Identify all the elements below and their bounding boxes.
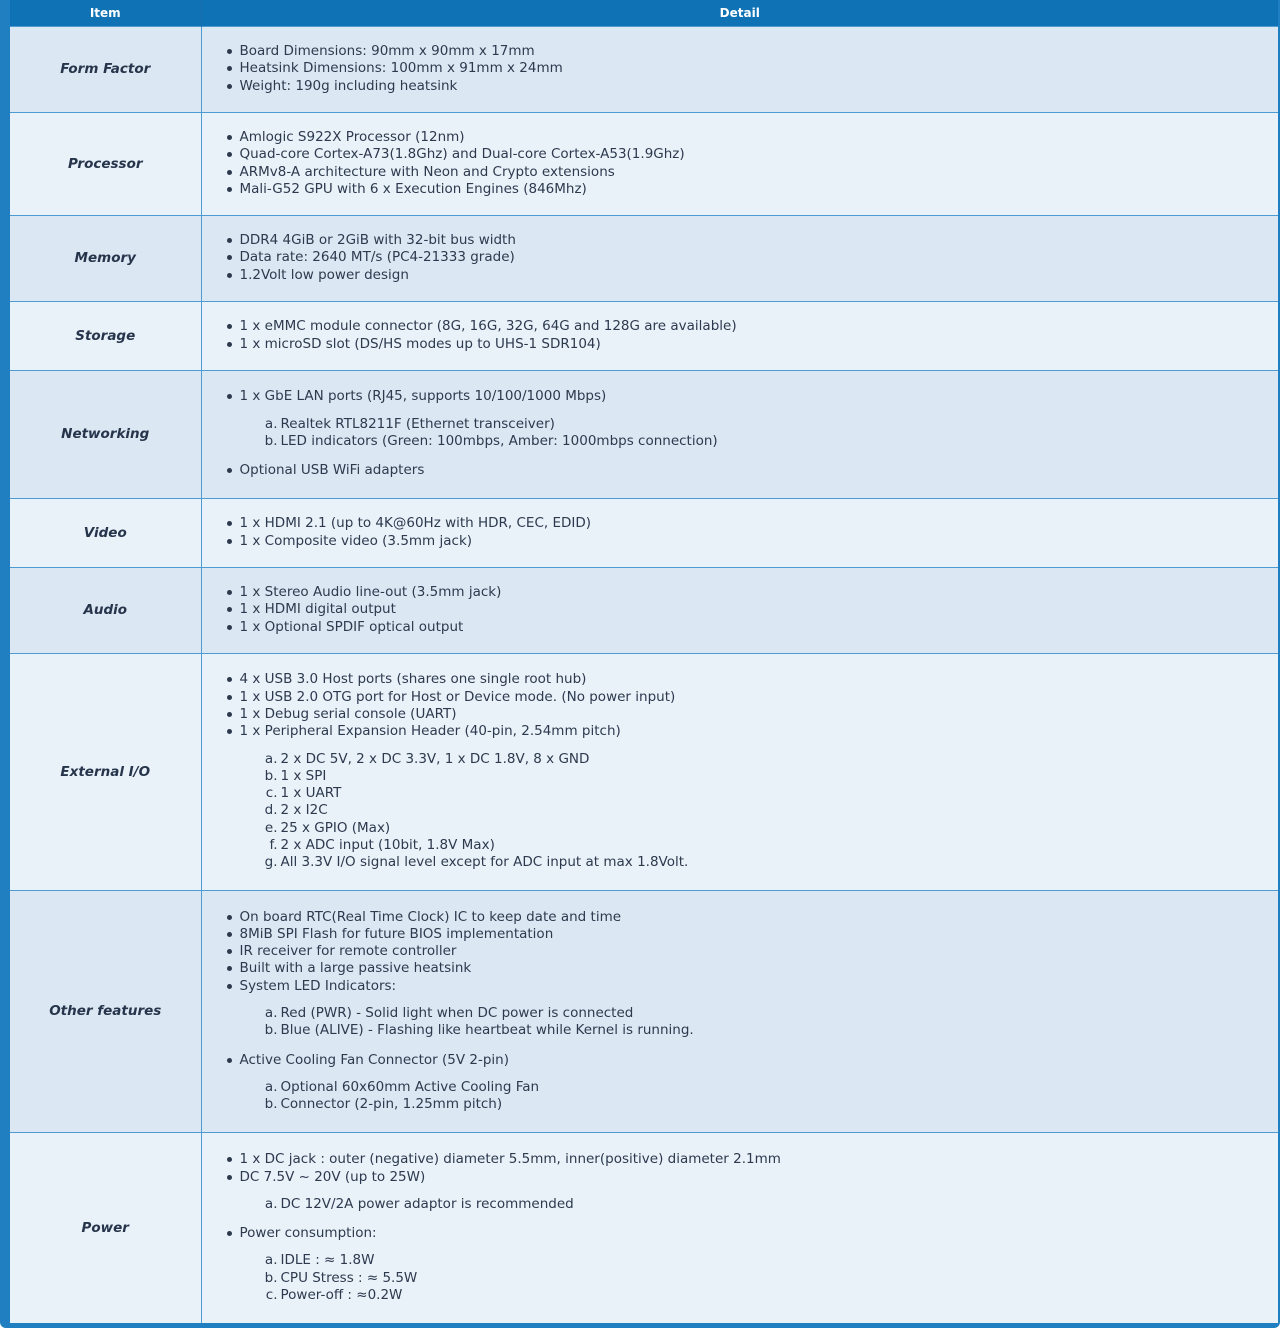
row-item-label: Power <box>10 1132 201 1323</box>
detail-text: DDR4 4GiB or 2GiB with 32-bit bus width <box>239 232 516 249</box>
detail-list-item <box>226 619 1279 636</box>
detail-list-item <box>226 249 1279 266</box>
detail-list-item <box>226 926 1279 943</box>
sub-list-item: a. IDLE : ≈ 1.8W <box>264 1252 1279 1269</box>
detail-list-item <box>226 978 1279 1040</box>
detail-list <box>226 671 1279 871</box>
detail-list-item <box>226 515 1279 532</box>
detail-list-item <box>226 181 1279 198</box>
detail-list <box>226 1151 1279 1304</box>
detail-text: 1 x HDMI digital output <box>239 601 396 618</box>
detail-text: 1 x Stereo Audio line-out (3.5mm jack) <box>239 584 502 601</box>
sub-list-item: b. CPU Stress : ≈ 5.5W <box>264 1270 1279 1287</box>
table-row <box>10 890 1278 1132</box>
sub-list-item: b. Connector (2-pin, 1.25mm pitch) <box>264 1096 1279 1113</box>
detail-text: 8MiB SPI Flash for future BIOS implementation <box>239 925 554 942</box>
row-item-label: Networking <box>10 370 201 498</box>
detail-list <box>226 129 1279 198</box>
detail-text: Heatsink Dimensions: 100mm x 91mm x 24mm <box>239 60 563 77</box>
detail-text: ARMv8-A architecture with Neon and Crypto extensions <box>239 163 615 180</box>
row-detail <box>201 26 1278 112</box>
row-detail <box>201 370 1278 498</box>
detail-text: System LED Indicators: <box>239 977 397 994</box>
detail-list-item <box>226 267 1279 284</box>
detail-text: 1 x eMMC module connector (8G, 16G, 32G, 64G and 128G are available) <box>239 318 737 335</box>
detail-text: Quad-core Cortex-A73(1.8Ghz) and Dual-core Cortex-A53(1.9Ghz) <box>239 146 685 163</box>
detail-list <box>226 43 1279 95</box>
row-item-label: Storage <box>10 301 201 370</box>
sub-list-item: f. 2 x ADC input (10bit, 1.8V Max) <box>264 837 1279 854</box>
detail-text: 4 x USB 3.0 Host ports (shares one single root hub) <box>239 671 587 688</box>
table-row <box>10 112 1278 215</box>
detail-list-item <box>226 462 1279 479</box>
detail-list-item <box>226 1169 1279 1214</box>
row-detail <box>201 890 1278 1132</box>
detail-list-item <box>226 318 1279 335</box>
sub-list-item: a. 2 x DC 5V, 2 x DC 3.3V, 1 x DC 1.8V, 8 x GND <box>264 751 1279 768</box>
detail-list-item <box>226 43 1279 60</box>
detail-list-item <box>226 60 1279 77</box>
table-row <box>10 1132 1278 1323</box>
detail-text: Optional USB WiFi adapters <box>239 462 425 479</box>
sub-list-item: a. Realtek RTL8211F (Ethernet transceiver) <box>264 416 1279 433</box>
sub-list-item: c. Power-off : ≈0.2W <box>264 1287 1279 1304</box>
detail-text: Board Dimensions: 90mm x 90mm x 17mm <box>239 43 535 60</box>
detail-text: Data rate: 2640 MT/s (PC4-21333 grade) <box>239 249 515 266</box>
detail-list-item <box>226 601 1279 618</box>
detail-text: 1 x DC jack : outer (negative) diameter 5.5mm, inner(positive) diameter 2.1mm <box>239 1151 781 1168</box>
sub-list-item: b. LED indicators (Green: 100mbps, Amber: 1000mbps connection) <box>264 433 1279 450</box>
sub-list-item: b. Blue (ALIVE) - Flashing like heartbeat while Kernel is running. <box>264 1022 1279 1039</box>
header-detail: Detail <box>201 0 1278 26</box>
detail-text: 1 x Peripheral Expansion Header (40-pin, 2.54mm pitch) <box>239 723 621 740</box>
table-row <box>10 653 1278 890</box>
detail-text: Active Cooling Fan Connector (5V 2-pin) <box>239 1051 509 1068</box>
sub-list <box>264 1079 1279 1114</box>
table-row <box>10 370 1278 498</box>
detail-text: On board RTC(Real Time Clock) IC to keep date and time <box>239 908 622 925</box>
table-row <box>10 498 1278 567</box>
sub-list <box>264 1252 1279 1304</box>
detail-list-item <box>226 533 1279 550</box>
detail-text: DC 7.5V ~ 20V (up to 25W) <box>239 1168 426 1185</box>
detail-list <box>226 318 1279 353</box>
detail-text: 1 x Debug serial console (UART) <box>239 705 457 722</box>
detail-text: 1 x USB 2.0 OTG port for Host or Device mode. (No power input) <box>239 688 676 705</box>
sub-list <box>264 751 1279 872</box>
detail-text: Weight: 190g including heatsink <box>239 77 458 94</box>
detail-text: 1 x GbE LAN ports (RJ45, supports 10/100/1000 Mbps) <box>239 388 607 405</box>
detail-list-item <box>226 960 1279 977</box>
detail-text: IR receiver for remote controller <box>239 943 457 960</box>
detail-list-item <box>226 336 1279 353</box>
sub-list <box>264 1196 1279 1213</box>
sub-list-item: d. 2 x I2C <box>264 802 1279 819</box>
sub-list-item: c. 1 x UART <box>264 785 1279 802</box>
row-item-label: Video <box>10 498 201 567</box>
table-row <box>10 26 1278 112</box>
detail-list-item <box>226 671 1279 688</box>
detail-list-item <box>226 146 1279 163</box>
detail-text: Amlogic S922X Processor (12nm) <box>239 128 465 145</box>
detail-text: Built with a large passive heatsink <box>239 960 472 977</box>
spec-table <box>10 0 1278 1323</box>
detail-list-item <box>226 164 1279 181</box>
detail-list-item <box>226 706 1279 723</box>
detail-list <box>226 515 1279 550</box>
row-item-label: Processor <box>10 112 201 215</box>
detail-list-item <box>226 689 1279 706</box>
detail-list-item <box>226 584 1279 601</box>
table-row <box>10 301 1278 370</box>
row-detail <box>201 567 1278 653</box>
table-row <box>10 567 1278 653</box>
table-row <box>10 215 1278 301</box>
detail-text: 1 x Optional SPDIF optical output <box>239 618 464 635</box>
detail-list-item <box>226 1225 1279 1304</box>
detail-list-item <box>226 129 1279 146</box>
detail-list <box>226 909 1279 1114</box>
detail-text: 1 x HDMI 2.1 (up to 4K@60Hz with HDR, CEC, EDID) <box>239 515 592 532</box>
row-detail <box>201 301 1278 370</box>
spec-rows <box>10 26 1278 1323</box>
row-item-label: Memory <box>10 215 201 301</box>
sub-list-item: g. All 3.3V I/O signal level except for ADC input at max 1.8Volt. <box>264 854 1279 871</box>
detail-list-item <box>226 909 1279 926</box>
detail-text: 1 x Composite video (3.5mm jack) <box>239 532 473 549</box>
row-item-label: External I/O <box>10 653 201 890</box>
row-detail <box>201 215 1278 301</box>
detail-list <box>226 584 1279 636</box>
sub-list-item: a. Optional 60x60mm Active Cooling Fan <box>264 1079 1279 1096</box>
sub-list-item: a. DC 12V/2A power adaptor is recommended <box>264 1196 1279 1213</box>
row-item-label: Form Factor <box>10 26 201 112</box>
detail-text: Power consumption: <box>239 1225 377 1242</box>
detail-list-item <box>226 1052 1279 1114</box>
detail-text: 1.2Volt low power design <box>239 266 409 283</box>
sub-list <box>264 1005 1279 1040</box>
detail-list <box>226 388 1279 479</box>
detail-list <box>226 232 1279 284</box>
sub-list <box>264 416 1279 451</box>
detail-list-item <box>226 232 1279 249</box>
row-detail <box>201 653 1278 890</box>
detail-text: Mali-G52 GPU with 6 x Execution Engines (846Mhz) <box>239 180 587 197</box>
detail-list-item <box>226 723 1279 871</box>
row-item-label: Audio <box>10 567 201 653</box>
header-item: Item <box>10 0 201 26</box>
header-row <box>10 0 1278 26</box>
detail-list-item <box>226 943 1279 960</box>
row-detail <box>201 1132 1278 1323</box>
row-item-label: Other features <box>10 890 201 1132</box>
sub-list-item: b. 1 x SPI <box>264 768 1279 785</box>
detail-text: 1 x microSD slot (DS/HS modes up to UHS-1 SDR104) <box>239 335 601 352</box>
sub-list-item: e. 25 x GPIO (Max) <box>264 820 1279 837</box>
detail-list-item <box>226 78 1279 95</box>
sub-list-item: a. Red (PWR) - Solid light when DC power is connected <box>264 1005 1279 1022</box>
detail-list-item <box>226 1151 1279 1168</box>
detail-list-item <box>226 388 1279 450</box>
row-detail <box>201 112 1278 215</box>
row-detail <box>201 498 1278 567</box>
